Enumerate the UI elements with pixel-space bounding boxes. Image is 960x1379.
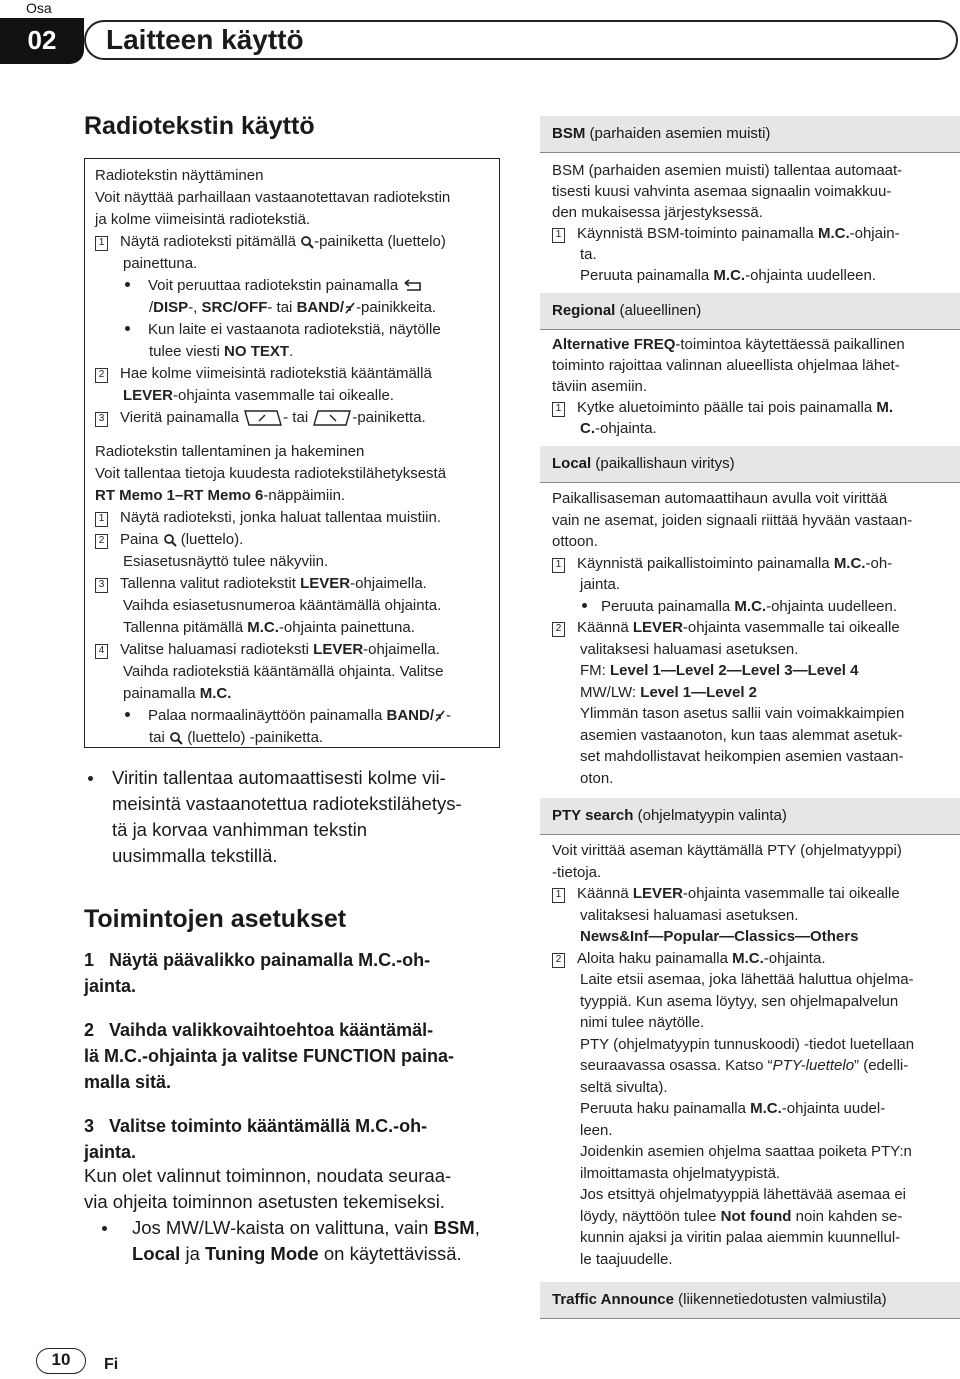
step-number: 1 <box>552 558 565 573</box>
text: BAND/ <box>296 299 345 316</box>
box1-intro-line2: ja kolme viimeisintä radiotekstiä. <box>95 211 311 228</box>
step-number: 1 <box>552 402 565 417</box>
text: NO TEXT <box>224 343 290 360</box>
text: LEVER <box>300 575 351 592</box>
settings-step1 <box>84 947 430 999</box>
text: Jos MW/LW-kaista on valittuna, vain <box>132 1217 434 1238</box>
text: -ohjainta. <box>763 949 826 967</box>
pty-options <box>580 926 858 948</box>
box1-intro-line1: Voit näyttää parhaillaan vastaanotettavan radiotekstin <box>95 189 451 206</box>
text: -ohjainta painettuna. <box>278 619 415 636</box>
line <box>580 1055 908 1077</box>
text: Regional <box>552 302 616 319</box>
text: DISP <box>153 299 189 316</box>
bullet <box>125 282 130 287</box>
bullet <box>102 1226 107 1231</box>
box2-bullet-cont <box>149 727 323 749</box>
text: SRC/OFF <box>201 299 268 316</box>
text: Viritin tallentaa automaattisesti kolme vii- <box>112 767 446 788</box>
traffic-header <box>540 1282 960 1318</box>
text: Kun laite ei vastaanota radiotekstiä, näytölle <box>148 321 441 338</box>
text: LEVER <box>313 641 364 658</box>
step-number: 1 <box>95 512 108 527</box>
text: Aloita haku painamalla <box>577 949 733 967</box>
text: - <box>445 707 451 724</box>
text: tai <box>149 729 165 746</box>
text: jainta. <box>84 976 137 996</box>
text: Kun olet valinnut toiminnon, noudata seuraa- <box>84 1165 452 1186</box>
text: -toimintoa käytettäessä paikallinen <box>675 336 905 353</box>
text: set mahdollistavat heikompien asemien vastaan- <box>580 748 904 765</box>
step-number: 3 <box>95 578 108 593</box>
text: BSM <box>433 1217 475 1238</box>
pty-step1 <box>552 883 900 905</box>
page-number: 10 <box>36 1348 86 1374</box>
text: M.C. <box>199 685 232 702</box>
bsm-cancel <box>580 265 876 287</box>
text: Level 1—Level 2 <box>640 683 758 701</box>
text: jainta. <box>580 576 621 593</box>
text: -ohjainta uudel- <box>781 1100 886 1117</box>
text: (luettelo). <box>180 531 244 548</box>
text: LEVER <box>632 885 683 902</box>
scroll-right-button-icon <box>312 409 352 427</box>
box2-step4-c <box>123 683 231 705</box>
text: Tuning Mode <box>205 1243 319 1264</box>
text: -ohjainta uudelleen. <box>766 597 898 615</box>
line <box>132 1241 462 1267</box>
text: M.C. <box>732 949 764 967</box>
text: Näytä radioteksti pitämällä <box>120 233 296 250</box>
search-icon <box>300 235 314 249</box>
text: -, <box>188 299 202 316</box>
text: Käännä <box>577 619 633 636</box>
line <box>132 1215 480 1241</box>
text: , <box>474 1217 480 1238</box>
text: (liikennetiedotusten valmiustila) <box>673 1291 887 1308</box>
text: Local <box>552 455 592 472</box>
text: nimi tulee näytölle. <box>580 1014 705 1031</box>
text: 3 Valitse toiminto kääntämällä M.C.-oh- <box>84 1116 428 1136</box>
pty-step2 <box>552 948 826 970</box>
box1-step2-cont <box>123 385 394 407</box>
box2-step2 <box>95 529 243 551</box>
text: valitaksesi haluamasi asetuksen. <box>580 906 799 924</box>
text: RT Memo 1–RT Memo 6 <box>95 487 264 504</box>
text: ta. <box>580 246 597 263</box>
settings-step2 <box>84 1017 454 1095</box>
text: noin kahden se- <box>791 1207 903 1225</box>
text: tisesti kuusi vahvinta asemaa signaalin voimakkuu- <box>552 183 892 200</box>
text: -oh- <box>865 554 893 572</box>
step-number: 4 <box>95 644 108 659</box>
text: -painikkeita. <box>356 299 437 316</box>
local-header <box>540 446 960 482</box>
text: Käynnistä BSM-toiminto painamalla <box>577 225 818 242</box>
text: Tallenna valitut radiotekstit <box>120 575 301 592</box>
text: Kytke aluetoiminto päälle tai pois painamalla <box>577 399 877 416</box>
bsm-step1 <box>552 223 900 245</box>
step-number: 2 <box>95 534 108 549</box>
text: Voit peruuttaa radiotekstin painamalla <box>148 277 399 294</box>
text: Local <box>132 1243 181 1264</box>
text: -ohjainta vasemmalle tai oikealle. <box>173 387 394 404</box>
text: LEVER <box>123 387 174 404</box>
text: ja <box>180 1243 206 1264</box>
step-number: 1 <box>552 888 565 903</box>
text: MW/LW: <box>580 683 641 701</box>
text: PTY search <box>552 807 634 824</box>
text: Käännä <box>577 885 633 902</box>
text: -tietoja. <box>552 863 602 881</box>
text: (parhaiden asemien muisti) <box>585 125 771 142</box>
text: Laite etsii asemaa, joka lähettää haluttua ohjelma- <box>580 971 914 988</box>
section-label: Osa <box>26 0 52 16</box>
search-icon <box>169 731 183 745</box>
box1-bullet1 <box>125 275 424 297</box>
text: uusimmalla tekstillä. <box>112 845 278 866</box>
settings-step3 <box>84 1113 427 1165</box>
divider <box>540 1318 960 1319</box>
text: -näppäimiin. <box>263 487 346 504</box>
text: Hae kolme viimeisintä radiotekstiä kääntämällä <box>120 365 432 382</box>
text: vain ne asemat, joiden signaali riittää hyvään vastaan- <box>552 511 913 529</box>
local-mw-levels <box>580 682 757 704</box>
text: Jos etsittyä ohjelmatyyppiä lähettävää asemaa ei <box>580 1186 907 1203</box>
return-icon <box>402 279 424 293</box>
settings-after <box>84 1163 451 1215</box>
bullet <box>582 603 587 608</box>
text: ” (edelli- <box>854 1057 909 1074</box>
text: M. <box>876 399 894 416</box>
text: toiminto rajoittaa valinnan alueellista ohjelmaa lähet- <box>552 357 900 374</box>
text: LEVER <box>632 619 683 636</box>
text: ilmoittamasta ohjelmatyypistä. <box>580 1164 781 1182</box>
step-number: 2 <box>95 368 108 383</box>
band-icon <box>344 301 356 315</box>
text: Paikallisaseman automaattihaun avulla voit virittää <box>552 490 888 507</box>
band-icon <box>434 709 446 723</box>
text: Näytä radioteksti, jonka haluat tallentaa muistiin. <box>120 509 442 526</box>
settings-title: Toimintojen asetukset <box>84 905 347 933</box>
text: painamalla <box>123 685 200 702</box>
text: Peruuta painamalla <box>601 597 735 615</box>
box1-bullet2-cont: tulee viesti NO TEXT. <box>149 343 294 360</box>
language-code: Fi <box>104 1356 119 1373</box>
text: 2 Vaihda valikkovaihtoehtoa kääntämäl- <box>84 1020 434 1040</box>
local-fm-levels <box>580 660 858 682</box>
step-number: 2 <box>552 953 565 968</box>
text: on käytettävissä. <box>318 1243 462 1264</box>
text: News&Inf—Popular—Classics—Others <box>580 928 859 945</box>
step-number: 1 <box>95 236 108 251</box>
pty-list-reference: PTY-luettelo <box>772 1057 855 1074</box>
text: valitaksesi haluamasi asetuksen. <box>580 640 799 658</box>
text: Joidenkin asemien ohjelma saattaa poiketa PTY:n <box>580 1143 912 1160</box>
divider <box>540 152 960 153</box>
text: (luettelo) -painiketta. <box>187 729 324 746</box>
bsm-header <box>540 116 960 152</box>
text: täviin asemiin. <box>552 378 648 395</box>
text: (ohjelmatyypin valinta) <box>633 807 787 824</box>
local-step1 <box>552 553 892 575</box>
text: jainta. <box>84 1142 137 1162</box>
text: Voit virittää aseman käyttämällä PTY (ohjelmatyyppi) <box>552 842 902 859</box>
text: -ohjain- <box>849 225 900 242</box>
text: seuraavassa osassa. Katso “ <box>580 1057 773 1074</box>
text: kunnin ajaksi ja viritin palaa aiemmin kuunnellul- <box>580 1229 901 1246</box>
regional-header <box>540 293 960 329</box>
text: Palaa normaalinäyttöön painamalla <box>148 707 387 724</box>
text: Esiasetusnäyttö tulee näkyviin. <box>123 553 329 570</box>
pty-header <box>540 798 960 834</box>
text: C. <box>580 420 595 437</box>
line <box>580 1206 902 1228</box>
text: Vaihda radiotekstiä kääntämällä ohjainta. Valitse <box>123 663 444 680</box>
text: FM: <box>580 662 610 679</box>
local-bullet <box>582 596 897 618</box>
text: M.C. <box>750 1100 782 1117</box>
text: Paina <box>120 531 159 548</box>
text: via ohjeita toiminnon asetusten tekemiseksi. <box>84 1191 445 1212</box>
line <box>580 418 657 440</box>
text: Tallenna pitämällä <box>123 619 248 636</box>
text: leen. <box>580 1121 613 1139</box>
divider <box>540 834 960 835</box>
box1-step3 <box>95 407 426 429</box>
text: painettuna. <box>123 255 198 272</box>
regional-step1 <box>552 397 893 419</box>
text: Not found <box>720 1207 792 1225</box>
divider <box>540 329 960 330</box>
box1-step2 <box>95 363 432 385</box>
divider <box>540 482 960 483</box>
text: PTY (ohjelmatyypin tunnuskoodi) -tiedot luetellaan <box>580 1035 915 1053</box>
bullet <box>88 776 93 781</box>
text: tyyppiä. Kun asema löytyy, sen ohjelmapalvelun <box>580 992 899 1010</box>
text: (paikallishaun viritys) <box>591 455 735 472</box>
box1-bullet2 <box>125 319 441 341</box>
text: Ylimmän tason asetus sallii vain voimakkaimpien <box>580 705 905 722</box>
text: M.C. <box>817 225 850 242</box>
section-title: Radiotekstin käyttö <box>84 112 315 140</box>
text: ottoon. <box>552 533 598 550</box>
box1-heading: Radiotekstin näyttäminen <box>95 167 264 184</box>
text: BSM (parhaiden asemien muisti) tallentaa automaat- <box>552 162 903 179</box>
text: BSM <box>552 125 586 142</box>
radiotext-box <box>84 158 500 748</box>
box2-step3-c <box>123 617 415 639</box>
text: tulee viesti <box>149 343 225 360</box>
text: (alueellinen) <box>615 302 702 319</box>
box1-bullet1-cont: /DISP-, SRC/OFF- tai BAND/ -painikkeita. <box>149 299 437 316</box>
text: Valitse haluamasi radioteksti <box>120 641 314 658</box>
text: -ohjaimella. <box>350 575 427 592</box>
text: löydy, näyttöön tulee <box>580 1207 721 1225</box>
box2-step4 <box>95 639 440 661</box>
box2-intro2 <box>95 485 345 507</box>
text: - tai <box>267 299 297 316</box>
text: BAND/ <box>386 707 434 724</box>
text: lä M.C.-ohjainta ja valitse FUNCTION paina- <box>84 1046 455 1066</box>
text: -ohjainta. <box>595 420 657 437</box>
search-icon <box>163 533 177 547</box>
box2-bullet <box>125 705 451 727</box>
text: -ohjainta vasemmalle tai oikealle <box>682 619 900 636</box>
text: Vaihda esiasetusnumeroa kääntämällä ohjainta. <box>123 597 442 614</box>
line <box>580 1098 885 1120</box>
text: M.C. <box>713 267 746 284</box>
text: - tai <box>283 409 309 426</box>
text: Voit tallentaa tietoja kuudesta radiotekstilähetyksestä <box>95 465 447 482</box>
text: M.C. <box>833 554 866 572</box>
text: Käynnistä paikallistoiminto painamalla <box>577 554 834 572</box>
text: M.C. <box>247 619 279 636</box>
step-number: 1 <box>552 228 565 243</box>
line <box>552 334 905 356</box>
text: -ohjainta vasemmalle tai oikealle <box>682 885 900 902</box>
scroll-left-button-icon <box>243 409 283 427</box>
text: den mukaisessa järjestyksessä. <box>552 204 763 221</box>
text: Peruuta haku painamalla <box>580 1100 751 1117</box>
bullet <box>125 326 130 331</box>
text: tä ja korvaa vanhimman tekstin <box>112 819 368 840</box>
text: -ohjainta uudelleen. <box>745 267 877 284</box>
step-number: 3 <box>95 412 108 427</box>
text: asemien vastaanoton, kun taas alemmat asetuk- <box>580 726 903 744</box>
text: le taajuudelle. <box>580 1250 673 1268</box>
text: Peruuta painamalla <box>580 267 714 284</box>
text: malla sitä. <box>84 1072 172 1092</box>
text: -ohjaimella. <box>363 641 440 658</box>
box2-heading: Radiotekstin tallentaminen ja hakeminen <box>95 443 365 460</box>
text: Traffic Announce <box>552 1291 674 1308</box>
chapter-number: 02 <box>0 18 84 64</box>
text: meisintä vastaanotettua radiotekstilähetys- <box>112 793 462 814</box>
text: Alternative FREQ <box>552 336 676 353</box>
box2-step3 <box>95 573 427 595</box>
text: M.C. <box>734 597 767 615</box>
text: Vieritä painamalla <box>120 409 239 426</box>
text: seltä sivulta). <box>580 1078 668 1096</box>
text: oton. <box>580 769 614 787</box>
step-number: 2 <box>552 622 565 637</box>
box1-step1 <box>95 231 446 253</box>
bullet <box>125 712 130 717</box>
text: -painiketta. <box>352 409 426 426</box>
text: Level 1—Level 2—Level 3—Level 4 <box>610 662 859 679</box>
text: 1 Näytä päävalikko painamalla M.C.-oh- <box>84 950 431 970</box>
text: -painiketta (luettelo) <box>314 233 446 250</box>
box2-step1 <box>95 507 441 529</box>
local-step2 <box>552 617 900 639</box>
chapter-title: Laitteen käyttö <box>84 20 958 60</box>
